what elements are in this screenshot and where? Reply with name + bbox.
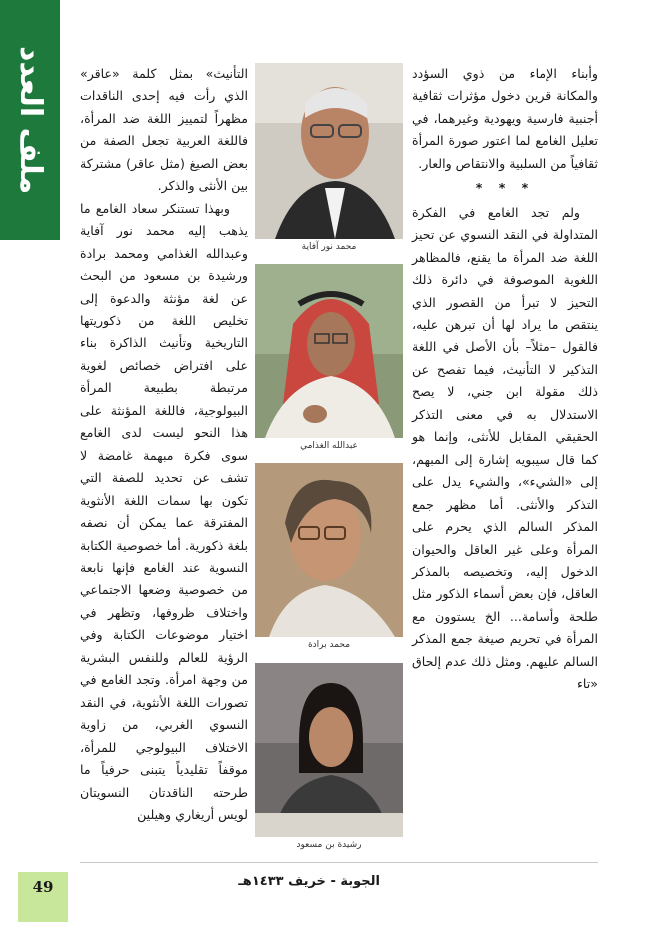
portrait-photo <box>255 663 403 837</box>
photo-caption: عبدالله الغذامي <box>300 441 358 451</box>
photo-caption: محمد برادة <box>307 640 351 650</box>
magazine-issue-line: الجوبة - خريف ١٤٣٣هـ <box>238 874 380 889</box>
photo-block-afaya <box>255 63 403 253</box>
photo-block-benmessaoud <box>255 663 403 851</box>
photo-caption: محمد نور آفاية <box>301 242 357 252</box>
photo-caption: رشيدة بن مسعود <box>296 840 362 850</box>
photo-block-ghathami <box>255 264 403 452</box>
section-tab <box>0 0 60 240</box>
text-column-right <box>412 63 598 696</box>
portrait-photo <box>255 63 403 239</box>
paragraph: وأبناء الإماء من ذوي السؤدد والمكانة قرين دخول مؤثرات ثقافية أجنبية فارسية ويهودية وغيرهما، في تعليل الغامع لما اعتور صورة المرأة ثقافياً من السلبية والانتقاص والعار. <box>412 66 598 171</box>
portrait-photo <box>255 264 403 438</box>
page-number: 49 <box>32 878 54 896</box>
footer-divider <box>80 862 598 863</box>
photo-block-barada <box>255 463 403 651</box>
section-tab-title: ملف العدد <box>13 45 48 195</box>
paragraph: التأنيث» بمثل كلمة «عاقر» الذي رأت فيه إحدى الناقدات مظهراً لتمييز اللغة ضد المرأة، فاللغة العربية تجعل الصفة من بعض الصيغ (مثل عاقر) مشتركة بين الأنثى والذكر. <box>80 66 248 194</box>
paragraph: ولم تجد الغامع في الفكرة المتداولة في النقد النسوي عن تحيز اللغة ضد المرأة ما يقنع، فالمظاهر اللغوية الموصوفة في دائرة ذلك التحيز لا تبرأ من القصور الذي ينتقص ما يراد لها أن تبرهن عليه، فالقول –مثلاً– بأن الأصل في اللغة التذكير لا التأنيث، فيما تفصح عن ذلك مقولة ابن جني، لا يصح الاستدلال به في معنى التذكر الحقيقي المقابل للأنثى، وإنما هو كما قال سيبويه إشارة إلى المبهم، إلى «الشيء»، والشيء يدل على التذكر والأنثى. أما مظهر جمع المذكر السالم الذي يحرم على المرأة وعلى غير العاقل والحيوان الدخول إليه، وتخصيصه بالمذكر العاقل، فإن بعض أسماء الذكور مثل طلحة وأسامة... الخ يستوون مع المرأة في تحريم صيغة جمع المذكر السالم عليهم. ومثل ذلك عدم إلحاق «تاء <box>412 204 598 692</box>
portrait-photo <box>255 463 403 637</box>
paragraph: وبهذا تستنكر سعاد الغامع ما يذهب إليه محمد نور آفاية وعبدالله الغذامي ومحمد برادة ورشيدة بن مسعود من البحث عن لغة مؤنثة والدعوة إلى تخليص اللغة من ذكوريتها التاريخية وتأنيث الذاكرة بناء على افتراض خصائص لغوية مرتبطة بطبيعة المرأة البيولوجية، فاللغة المؤنثة على هذا النحو ليست لدى الغامع سوى فكرة مبهمة غامضة لا تشف عن تحديد للصفة التي تكون بها سمات اللغة الأنثوية المفترقة عما يمكن أن نصفه بلغة ذكورية. أما خصوصية الكتابة النسوية عند الغامع فإنها نابعة من خصوصية وضعها الاجتماعي واختلاف ظروفها، وتظهر في اختيار موضوعات الكتابة وفي الرؤية للعالم وللنفس البشرية من وجهة امرأة. وتجد الغامع في تصورات اللغة الأنثوية، في النقد النسوي الغربي، من زاوية الاختلاف البيولوجي للمرأة، موقفاً تقليدياً يتبنى حرفياً ما طرحته الناقدتان النسويتان لويس أريغاري وهيلين <box>80 200 248 822</box>
section-separator: * * * <box>475 180 535 196</box>
text-column-left <box>80 63 248 826</box>
